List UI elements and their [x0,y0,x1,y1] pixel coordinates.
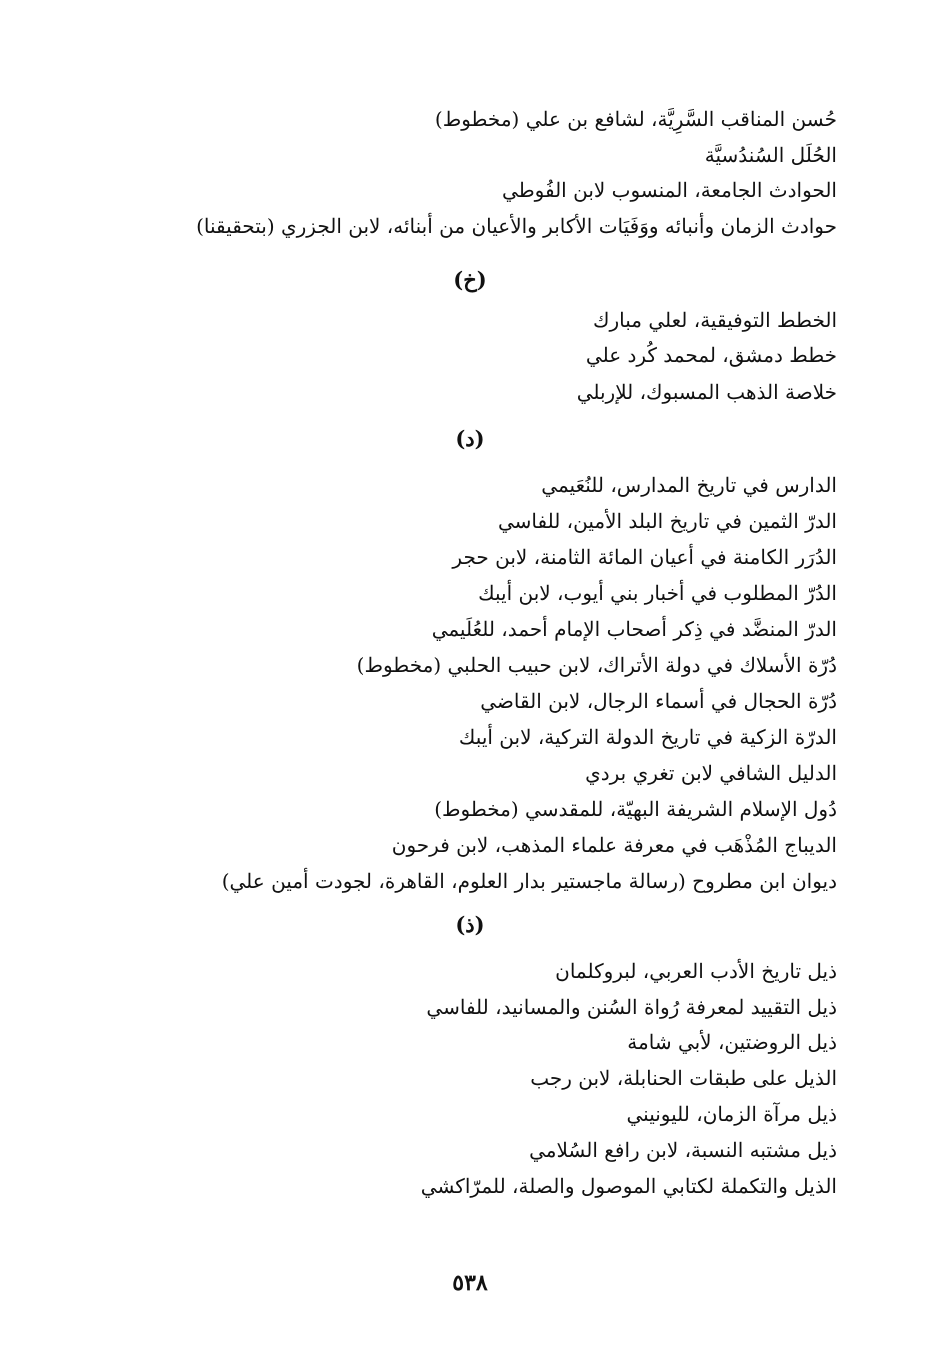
bibliography-entry: الدرّ الثمين في تاريخ البلد الأمين، للفاسي [497,509,837,533]
bibliography-entry: الحوادث الجامعة، المنسوب لابن الفُوطي [502,178,837,202]
bibliography-entry: ذيل تاريخ الأدب العربي، لبروكلمان [555,959,837,983]
section-heading: (خ) [453,267,487,292]
bibliography-entry: الدُرّ المطلوب في أخبار بني أيوب، لابن أيبك [478,581,837,605]
bibliography-entry: الحُلَل السُندُسيَّة [704,143,837,167]
bibliography-entry: الخطط التوفيقية، لعلي مبارك [593,308,837,332]
bibliography-entry: ذيل التقييد لمعرفة رُواة السُنن والمسانيد، للفاسي [426,995,837,1019]
bibliography-entry: ذيل مشتبه النسبة، لابن رافع السُلامي [529,1138,837,1162]
bibliography-entry: الدليل الشافي لابن تغري بردي [585,761,837,785]
bibliography-entry: حُسن المناقب السَّرِيَّة، لشافع بن علي (مخطوط) [434,107,837,131]
bibliography-entry: الدارس في تاريخ المدارس، للنُعَيمي [541,473,837,497]
bibliography-entry: ذيل مرآة الزمان، لليونيني [626,1102,837,1126]
bibliography-entry: ذيل الروضتين، لأبي شامة [627,1030,837,1054]
bibliography-entry: دُول الإسلام الشريفة البهيّة، للمقدسي (مخطوط) [434,797,837,821]
bibliography-entry: ديوان ابن مطروح (رسالة ماجستير بدار العلوم، القاهرة، لجودت أمين علي) [221,869,837,893]
section-heading: (ذ) [455,912,485,937]
bibliography-entry: دُرّة الحجال في أسماء الرجال، لابن القاضي [480,689,837,713]
bibliography-entry: الديباج المُذْهَب في معرفة علماء المذهب، لابن فرحون [391,833,837,857]
bibliography-entry: الذيل على طبقات الحنابلة، لابن رجب [530,1066,837,1090]
bibliography-entry: خلاصة الذهب المسبوك، للإربلي [576,380,837,404]
bibliography-entry: خطط دمشق، لمحمد كُرد علي [585,343,837,367]
bibliography-entry: حوادث الزمان وأنبائه ووَفَيَات الأكابر والأعيان من أبنائه، لابن الجزري (بتحقيقنا) [196,214,837,238]
bibliography-entry: دُرّة الأسلاك في دولة الأتراك، لابن حبيب الحلبي (مخطوط) [356,653,837,677]
bibliography-entry: الدرّ المنضَّد في ذِكر أصحاب الإمام أحمد، للعُلَيمي [431,617,837,641]
bibliography-entry: الذيل والتكملة لكتابي الموصول والصلة، للمرّاكشي [420,1174,837,1198]
bibliography-entry: الدُرَر الكامنة في أعيان المائة الثامنة، لابن حجر [452,545,837,569]
page-number: ٥٣٨ [452,1270,488,1296]
section-heading: (د) [455,426,485,451]
bibliography-entry: الدرّة الزكية في تاريخ الدولة التركية، لابن أيبك [458,725,837,749]
